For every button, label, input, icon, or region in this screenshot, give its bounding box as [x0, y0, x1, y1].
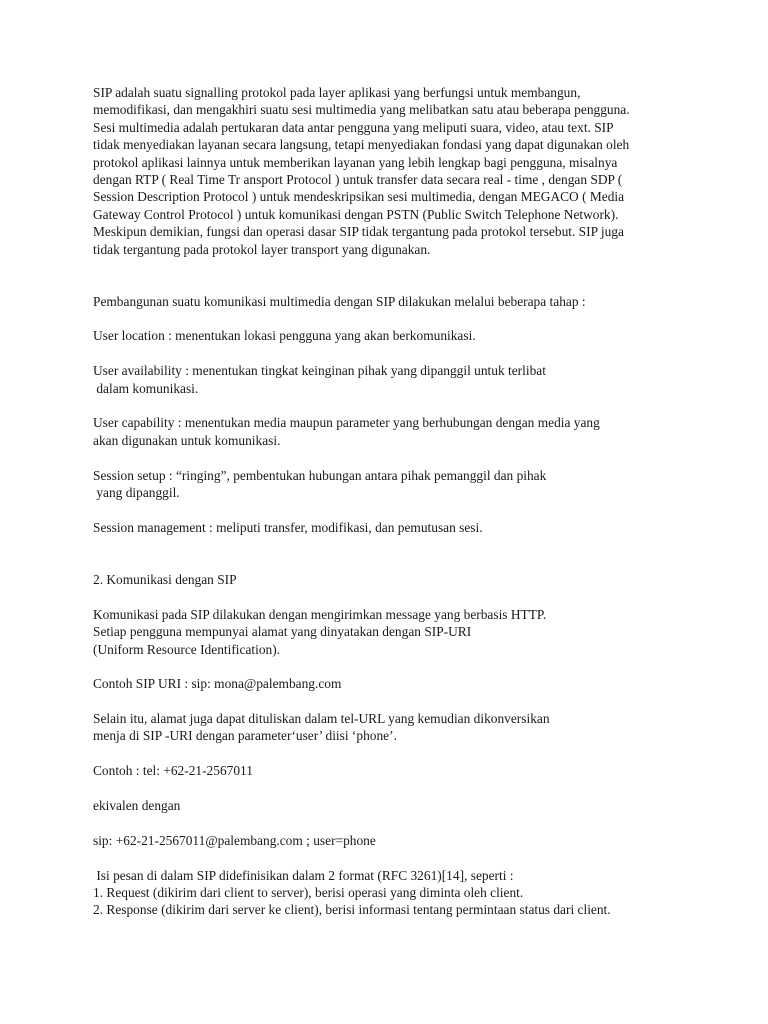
section-heading: 2. Komunikasi dengan SIP: [93, 571, 237, 587]
text-line: protokol aplikasi lainnya untuk memberikan layanan yang lebih lengkap bagi pengguna, misalnya: [93, 154, 618, 170]
text-line: Session Description Protocol ) untuk mendeskripsikan sesi multimedia, dengan MEGACO ( Media: [93, 189, 625, 205]
stage-session-management: [93, 519, 693, 536]
stages-intro: Pembangunan suatu komunikasi multimedia dengan SIP dilakukan melalui beberapa tahap :: [93, 293, 586, 309]
message-format-list: [93, 867, 693, 919]
list-item-request: 1. Request (dikirim dari client to server), berisi operasi yang diminta oleh client.: [93, 885, 524, 900]
text-line: Setiap pengguna mempunyai alamat yang dinyatakan dengan SIP-URI: [93, 624, 472, 640]
intro-paragraph: [93, 84, 693, 258]
text-line: Gateway Control Protocol ) untuk komunikasi dengan PSTN (Public Switch Telephone Network).: [93, 206, 619, 222]
text-line: yang dipanggil.: [93, 485, 180, 500]
text-line: User location : menentukan lokasi pengguna yang akan berkomunikasi.: [93, 328, 476, 344]
text-line: Session setup : “ringing”, pembentukan hubungan antara pihak pemanggil dan pihak: [93, 467, 547, 483]
text-line: tidak tergantung pada protokol layer transport yang digunakan.: [93, 241, 431, 257]
text-line: SIP adalah suatu signalling protokol pada layer aplikasi yang berfungsi untuk membangun,: [93, 85, 581, 100]
stage-user-location: [93, 327, 693, 344]
text-line: Selain itu, alamat juga dapat dituliskan dalam tel-URL yang kemudian dikonversikan: [93, 711, 550, 727]
text-line: dengan RTP ( Real Time Tr ansport Protocol ) untuk transfer data secara real - time , dengan SDP (: [93, 171, 623, 187]
text-line: Isi pesan di dalam SIP didefinisikan dalam 2 format (RFC 3261)[14], seperti :: [93, 867, 514, 883]
stage-user-availability: [93, 362, 693, 397]
document-page: [93, 84, 693, 919]
stage-user-capability: [93, 414, 693, 449]
tel-url-paragraph: [93, 710, 693, 745]
text-line: Meskipun demikian, fungsi dan operasi dasar SIP tidak tergantung pada protokol tersebut. SIP juga: [93, 224, 624, 240]
equivalent-label: ekivalen dengan: [93, 798, 181, 814]
text-line: Session management : meliputi transfer, modifikasi, dan pemutusan sesi.: [93, 519, 483, 535]
text-line: menja di SIP -URI dengan parameter‘user’ diisi ‘phone’.: [93, 728, 397, 744]
text-line: Sesi multimedia adalah pertukaran data antar pengguna yang meliputi suara, video, atau text. SIP: [93, 119, 614, 135]
text-line: dalam komunikasi.: [93, 380, 199, 396]
equivalent-sip: sip: +62-21-2567011@palembang.com ; user=phone: [93, 832, 376, 848]
example-sip-uri: Contoh SIP URI : sip: mona@palembang.com: [93, 676, 342, 692]
list-item-response: 2. Response (dikirim dari server ke client), berisi informasi tentang permintaan status dari client.: [93, 902, 611, 918]
example-tel: Contoh : tel: +62-21-2567011: [93, 763, 253, 779]
text-line: User capability : menentukan media maupun parameter yang berhubungan dengan media yang: [93, 415, 600, 431]
text-line: Komunikasi pada SIP dilakukan dengan mengirimkan message yang berbasis HTTP.: [93, 606, 547, 622]
stage-session-setup: [93, 467, 693, 502]
text-line: User availability : menentukan tingkat keinginan pihak yang dipanggil untuk terlibat: [93, 363, 546, 379]
text-line: (Uniform Resource Identification).: [93, 641, 281, 657]
communication-paragraph: [93, 606, 693, 658]
text-line: tidak menyediakan layanan secara langsung, tetapi menyediakan fondasi yang dapat digunakan oleh: [93, 137, 630, 153]
text-line: memodifikasi, dan mengakhiri suatu sesi multimedia yang melibatkan satu atau beberapa pengguna.: [93, 102, 630, 118]
text-line: akan digunakan untuk komunikasi.: [93, 432, 281, 448]
